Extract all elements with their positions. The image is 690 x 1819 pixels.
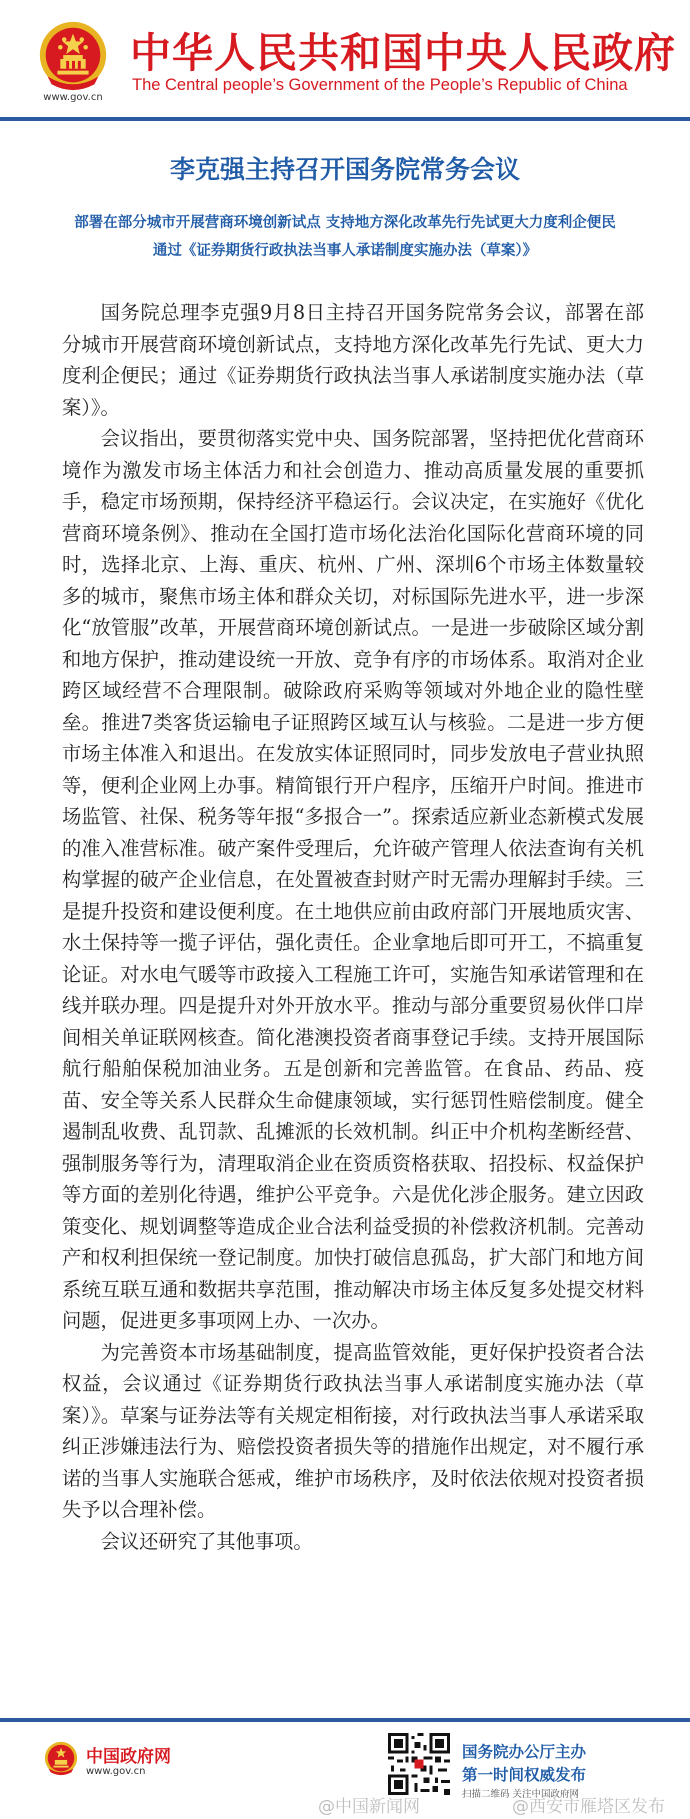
national-emblem-icon bbox=[34, 18, 112, 96]
paragraph: 为完善资本市场基础制度，提高监管效能，更好保护投资者合法权益，会议通过《证券期货行政执法当事人承诺制度实施办法（草案）》。草案与证券法等有关规定相衔接，对行政执法当事人承诺采取纠正涉嫌违法行为、赔偿投资者损失等的措施作出规定，对不履行承诺的当事人实施联合惩戒，维护市场秩序，及时依法依规对投资者损失予以合理补偿。 bbox=[62, 1340, 644, 1521]
header-site-url: www.gov.cn bbox=[43, 92, 103, 103]
footer-scan-hint: 扫描二维码 关注中国政府网 bbox=[462, 1789, 580, 1800]
article-subtitle-2: 通过《证券期货行政执法当事人承诺制度实施办法（草案）》 bbox=[152, 243, 538, 259]
footer-host-line: 国务院办公厅主办 bbox=[462, 1743, 587, 1761]
footer-emblem-icon bbox=[42, 1740, 80, 1778]
header-title-en: The Central people’s Government of the People’s Republic of China bbox=[132, 76, 628, 94]
article-body bbox=[62, 297, 644, 1557]
article-subtitle-1: 部署在部分城市开展营商环境创新试点 支持地方深化改革先行先试更大力度利企便民 bbox=[74, 215, 616, 231]
footer-release-line: 第一时间权威发布 bbox=[462, 1766, 587, 1784]
qr-code-icon bbox=[388, 1733, 450, 1795]
header-title-cn: 中华人民共和国中央人民政府 bbox=[130, 29, 676, 77]
paragraph: 国务院总理李克强9月8日主持召开国务院常务会议，部署在部分城市开展营商环境创新试点，支持地方深化改革先行先试、更大力度利企便民；通过《证券期货行政执法当事人承诺制度实施办法（草案）》。 bbox=[62, 301, 644, 419]
footer-site-url[interactable]: www.gov.cn bbox=[86, 1766, 146, 1777]
watermark-2: @西安市雁塔区发布 bbox=[512, 1797, 665, 1817]
footer-site-name[interactable]: 中国政府网 bbox=[86, 1747, 171, 1767]
paragraph: 会议指出，要贯彻落实党中央、国务院部署，坚持把优化营商环境作为激发市场主体活力和社会创造力、推动高质量发展的重要抓手，稳定市场预期，保持经济平稳运行。会议决定，在实施好《优化营商环境条例》、推动在全国打造市场化法治化国际化营商环境的同时，选择北京、上海、重庆、杭州、广州、深圳6个市场主体数量较多的城市，聚焦市场主体和群众关切，对标国际先进水平，进一步深化“放管服”改革，开展营商环境创新试点。一是进一步破除区域分割和地方保护，推动建设统一开放、竞争有序的市场体系。取消对企业跨区域经营不合理限制。破除政府采购等领域对外地企业的隐性壁垒。推进7类客货运输电子证照跨区域互认与核验。二是进一步方便市场主体准入和退出。在发放实体证照同时，同步发放电子营业执照等，便利企业网上办事。精简银行开户程序，压缩开户时间。推进市场监管、社保、税务等年报“多报合一”。探索适应新业态新模式发展的准入准营标准。破产案件受理后，允许破产管理人依法查询有关机构掌握的破产企业信息，在处置被查封财产时无需办理解封手续。三是提升投资和建设便利度。在土地供应前由政府部门开展地质灾害、水土保持等一揽子评估，强化责任。企业拿地后即可开工，不搞重复论证。对水电气暖等市政接入工程施工许可，实施告知承诺管理和在线并联办理。四是提升对外开放水平。推动与部分重要贸易伙伴口岸间相关单证联网核查。简化港澳投资者商事登记手续。支持开展国际航行船舶保税加油业务。五是创新和完善监管。在食品、药品、疫苗、安全等关系人民群众生命健康领域，实行惩罚性赔偿制度。健全遏制乱收费、乱罚款、乱摊派的长效机制。纠正中介机构垄断经营、强制服务等行为，清理取消企业在资质资格获取、招投标、权益保护等方面的差别化待遇，维护公平竞争。六是优化涉企服务。建立因政策变化、规划调整等造成企业合法利益受损的补偿救济机制。完善动产和权利担保统一登记制度。加快打破信息孤岛，扩大部门和地方间系统互联互通和数据共享范围，推动解决市场主体反复多处提交材料问题，促进更多事项网上办、一次办。 bbox=[62, 427, 644, 1332]
paragraph: 会议还研究了其他事项。 bbox=[100, 1529, 313, 1553]
header-divider bbox=[0, 117, 690, 121]
header bbox=[0, 0, 690, 124]
watermark-1: @中国新闻网 bbox=[318, 1797, 420, 1817]
article-title: 李克强主持召开国务院常务会议 bbox=[169, 155, 520, 184]
footer-divider bbox=[0, 1718, 690, 1722]
